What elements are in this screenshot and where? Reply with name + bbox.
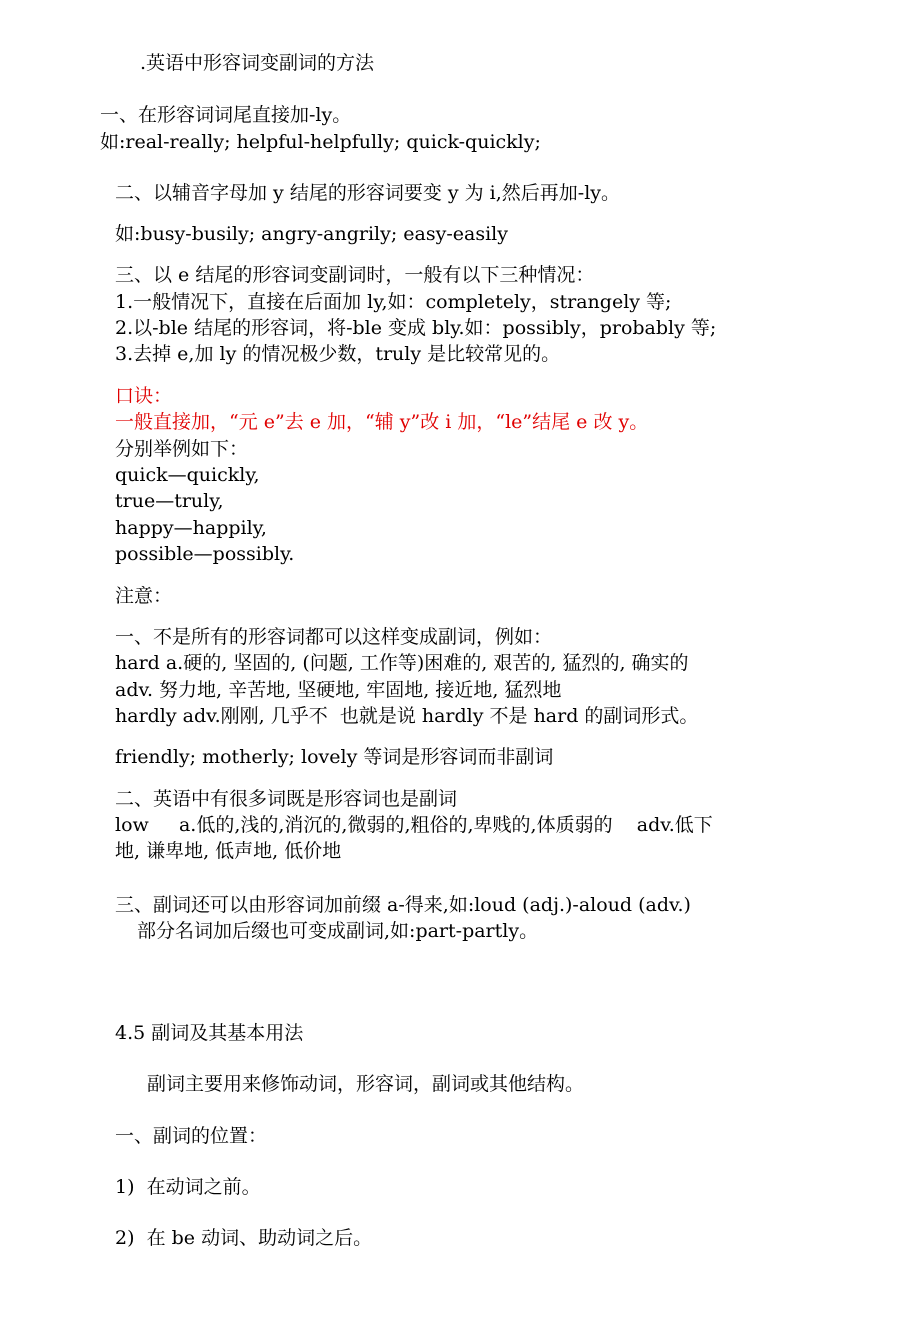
note1-line1: hard a.硬的, 坚固的, (问题, 工作等)困难的, 艰苦的, 猛烈的, 确实的 xyxy=(115,652,689,674)
rule3-case3: 3.去掉 e,加 ly 的情况极少数，truly 是比较常见的。 xyxy=(115,343,561,365)
note2-line2: 地, 谦卑地, 低声地, 低价地 xyxy=(115,840,342,862)
note3-line1: 三、副词还可以由形容词加前缀 a-得来,如:loud (adj.)-aloud (adv.) xyxy=(115,894,691,916)
rule3-case1: 1.一般情况下，直接在后面加 ly,如：completely，strangely 等; xyxy=(115,291,672,313)
example-item: quick—quickly, xyxy=(115,464,260,486)
note1-line2: adv. 努力地, 辛苦地, 坚硬地, 牢固地, 接近地, 猛烈地 xyxy=(115,679,562,701)
position-item-2: 2) 在 be 动词、助动词之后。 xyxy=(115,1227,373,1249)
note3-line2: 部分名词加后缀也可变成副词,如:part-partly。 xyxy=(137,920,539,942)
mnemonic-text: 一般直接加，“元 e”去 e 加，“辅 y”改 i 加，“le”结尾 e 改 y。 xyxy=(115,411,649,433)
mnemonic-intro: 分别举例如下： xyxy=(115,438,249,460)
note1-line3: hardly adv.刚刚, 几乎不 也就是说 hardly 不是 hard 的副词形式。 xyxy=(115,705,699,727)
rule1-heading: 一、在形容词词尾直接加-ly。 xyxy=(100,104,352,126)
rule2-example: 如:busy-busily; angry-angrily; easy-easily xyxy=(115,223,508,245)
mnemonic-label: 口诀： xyxy=(115,385,173,407)
rule1-example: 如:real-really; helpful-helpfully; quick-quickly; xyxy=(100,131,541,153)
notes-label: 注意： xyxy=(115,585,173,607)
example-item: happy—happily, xyxy=(115,517,267,539)
position-item-1: 1) 在动词之前。 xyxy=(115,1176,261,1198)
section-heading: 4.5 副词及其基本用法 xyxy=(115,1022,304,1044)
section-intro: 副词主要用来修饰动词，形容词，副词或其他结构。 xyxy=(147,1073,585,1095)
rule3-case2: 2.以-ble 结尾的形容词，将-ble 变成 bly.如：possibly，probably 等; xyxy=(115,317,717,339)
page-title: .英语中形容词变副词的方法 xyxy=(140,52,375,74)
position-heading: 一、副词的位置： xyxy=(115,1125,268,1147)
example-item: possible—possibly. xyxy=(115,543,295,565)
note2-line1: low a.低的,浅的,消沉的,微弱的,粗俗的,卑贱的,体质弱的 adv.低下 xyxy=(115,814,713,836)
note1-heading: 一、不是所有的形容词都可以这样变成副词，例如： xyxy=(115,626,553,648)
note2-heading: 二、英语中有很多词既是形容词也是副词 xyxy=(115,788,458,810)
rule2-heading: 二、以辅音字母加 y 结尾的形容词要变 y 为 i,然后再加-ly。 xyxy=(115,182,621,204)
note1-line4: friendly; motherly; lovely 等词是形容词而非副词 xyxy=(115,746,554,768)
rule3-heading: 三、以 e 结尾的形容词变副词时，一般有以下三种情况： xyxy=(115,264,595,286)
example-item: true—truly, xyxy=(115,490,224,512)
